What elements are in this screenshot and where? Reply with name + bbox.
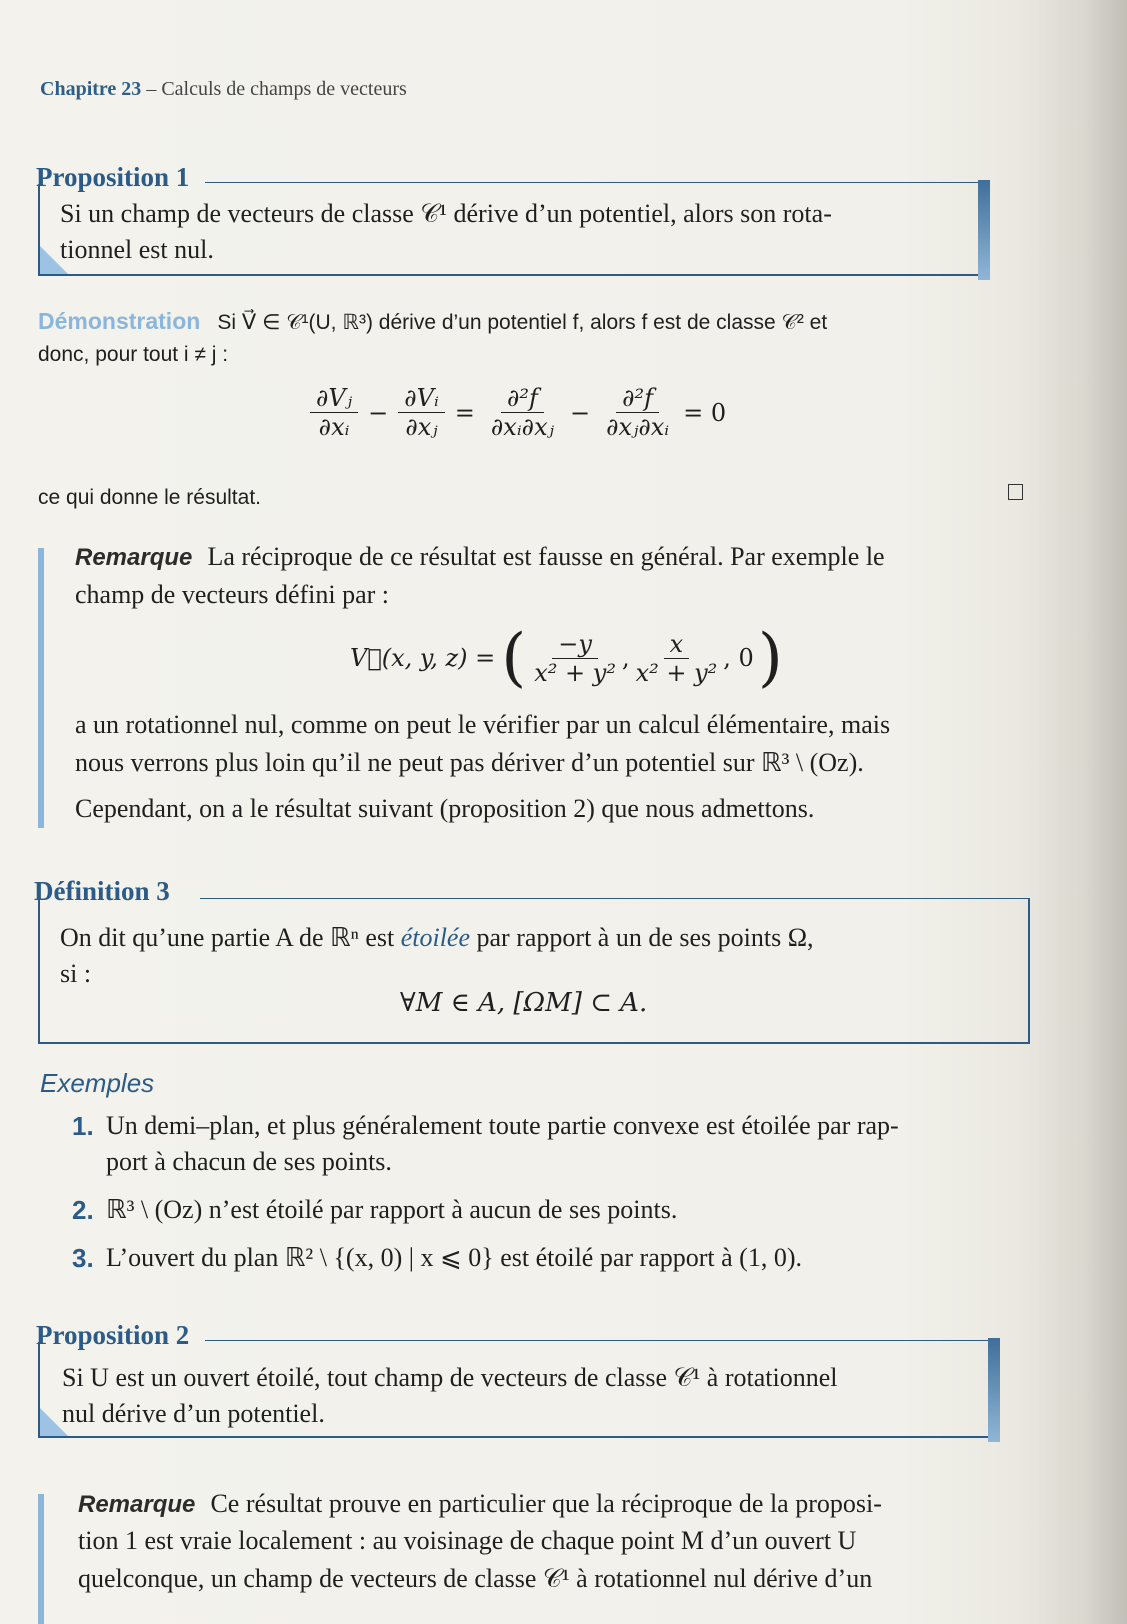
box-corner-tab (978, 180, 990, 280)
example-number-1: 1. (72, 1111, 94, 1141)
partial-derivative-equation (310, 384, 736, 441)
remark-1-line-4: nous verrons plus loin qu’il ne peut pas dériver d’un potentiel sur ℝ³ \ (Oz). (75, 748, 864, 777)
minus-sign-1: − (368, 398, 389, 427)
example-1-line-1: Un demi–plan, et plus généralement toute partie convexe est étoilée par rap- (106, 1111, 899, 1140)
example-text-3: L’ouvert du plan ℝ² \ {(x, 0) | x ⩽ 0} est étoilé par rapport à (1, 0). (106, 1243, 802, 1272)
remark-2-line-1: Ce résultat prouve en particulier que la réciproque de la proposi- (210, 1489, 882, 1518)
proposition-2-title: Proposition 2 (36, 1320, 190, 1350)
remark-1-label: Remarque (75, 544, 193, 571)
remark-1-line-1-row (75, 538, 1020, 576)
example-item-3 (72, 1240, 1032, 1276)
demonstration-paragraph (38, 308, 998, 335)
frac-2-den: ∂xⱼ (405, 413, 438, 441)
chapter-number: Chapitre 23 (40, 78, 142, 100)
remark-1-line-1: La réciproque de ce résultat est fausse en général. Par exemple le (207, 542, 885, 571)
qed-square-icon (1008, 484, 1023, 500)
demonstration-line-2: donc, pour tout i ≠ j : (38, 343, 229, 366)
frac-4-num: ∂²f (616, 384, 659, 413)
frac-3-num: ∂²f (501, 384, 544, 413)
example-item-1 (72, 1108, 1032, 1180)
remark-2-label: Remarque (78, 1491, 196, 1518)
example-item-2 (72, 1192, 1032, 1228)
right-paren: ) (757, 621, 783, 695)
demonstration-conclusion: ce qui donne le résultat. (38, 486, 261, 509)
proposition-1-line-1: Si un champ de vecteurs de classe 𝒞¹ dérive d’un potentiel, alors son rota- (60, 199, 832, 228)
frac-4-den: ∂xⱼ∂xᵢ (606, 413, 670, 441)
minus-sign-2: − (569, 398, 591, 427)
proposition-2-text (62, 1360, 992, 1432)
vector-field-equation (350, 621, 783, 695)
comma: , (621, 644, 630, 672)
vector-field-lhs: V⃗(x, y, z) = (350, 644, 496, 672)
examples-title: Exemples (40, 1068, 155, 1098)
vf-third-component: , 0 (723, 644, 754, 672)
definition-3-title: Définition 3 (34, 876, 170, 906)
proposition-1-line-2: tionnel est nul. (60, 235, 214, 264)
definition-3-line-1 (60, 920, 1020, 956)
demonstration-line-1: Si V⃗ ∈ 𝒞¹(U, ℝ³) dérive d’un potentiel f, alors f est de classe 𝒞² et (217, 311, 828, 334)
definition-3-text-b: par rapport à un de ses points Ω, (470, 923, 814, 952)
equation-result: = 0 (683, 398, 727, 427)
proposition-1-rule (205, 182, 985, 183)
page-edge-shadow (1017, 0, 1127, 1624)
example-1-line-2: port à chacun de ses points. (106, 1147, 392, 1176)
proposition-1-title: Proposition 1 (36, 162, 190, 192)
demonstration-label: Démonstration (38, 308, 201, 334)
example-text-2: ℝ³ \ (Oz) n’est étoilé par rapport à aucun de ses points. (106, 1195, 678, 1224)
example-number-2: 2. (72, 1195, 94, 1225)
proposition-2-rule (205, 1340, 995, 1341)
definition-3-term: étoilée (400, 923, 471, 952)
remark-2-bar (38, 1494, 44, 1624)
remark-1-line-2: champ de vecteurs défini par : (75, 580, 390, 609)
vf-frac-2-den: x² + y² (635, 658, 718, 687)
frac-2-num: ∂Vᵢ (398, 384, 445, 413)
definition-3-line-2: si : (60, 959, 92, 988)
remark-1-line-3: a un rotationnel nul, comme on peut le vérifier par un calcul élémentaire, mais (75, 710, 891, 739)
vf-frac-1-num: −y (552, 630, 598, 659)
vf-frac-2-num: x (664, 630, 690, 659)
proposition-2-line-2: nul dérive d’un potentiel. (62, 1399, 325, 1428)
remark-2-line-2: tion 1 est vraie localement : au voisinage de chaque point M d’un ouvert U (78, 1526, 857, 1555)
left-paren: ( (501, 621, 527, 695)
chapter-header (40, 78, 407, 101)
frac-1-num: ∂Vⱼ (310, 384, 358, 413)
remark-2-line-3: quelconque, un champ de vecteurs de classe 𝒞¹ à rotationnel nul dérive d’un (78, 1564, 873, 1593)
frac-3-den: ∂xᵢ∂xⱼ (490, 413, 554, 441)
examples-list (72, 1108, 1032, 1276)
remark-1-bar (38, 548, 44, 828)
proposition-1-text (60, 196, 975, 268)
example-number-3: 3. (72, 1243, 94, 1273)
definition-3-formula: ∀M ∈ A, [ΩM] ⊂ A. (400, 988, 648, 1018)
definition-3-text-a: On dit qu’une partie A de ℝⁿ est (60, 923, 401, 952)
equals-sign: = (454, 398, 475, 427)
vf-frac-1-den: x² + y² (534, 658, 616, 687)
remark-1-line-5: Cependant, on a le résultat suivant (proposition 2) que nous admettons. (75, 794, 815, 823)
chapter-title: – Calculs de champs de vecteurs (141, 78, 407, 100)
frac-1-den: ∂xᵢ (318, 413, 350, 441)
proposition-2-line-1: Si U est un ouvert étoilé, tout champ de vecteurs de classe 𝒞¹ à rotationnel (62, 1363, 838, 1392)
example-text-1 (106, 1108, 899, 1180)
remark-2-line-1-row (78, 1485, 1078, 1523)
